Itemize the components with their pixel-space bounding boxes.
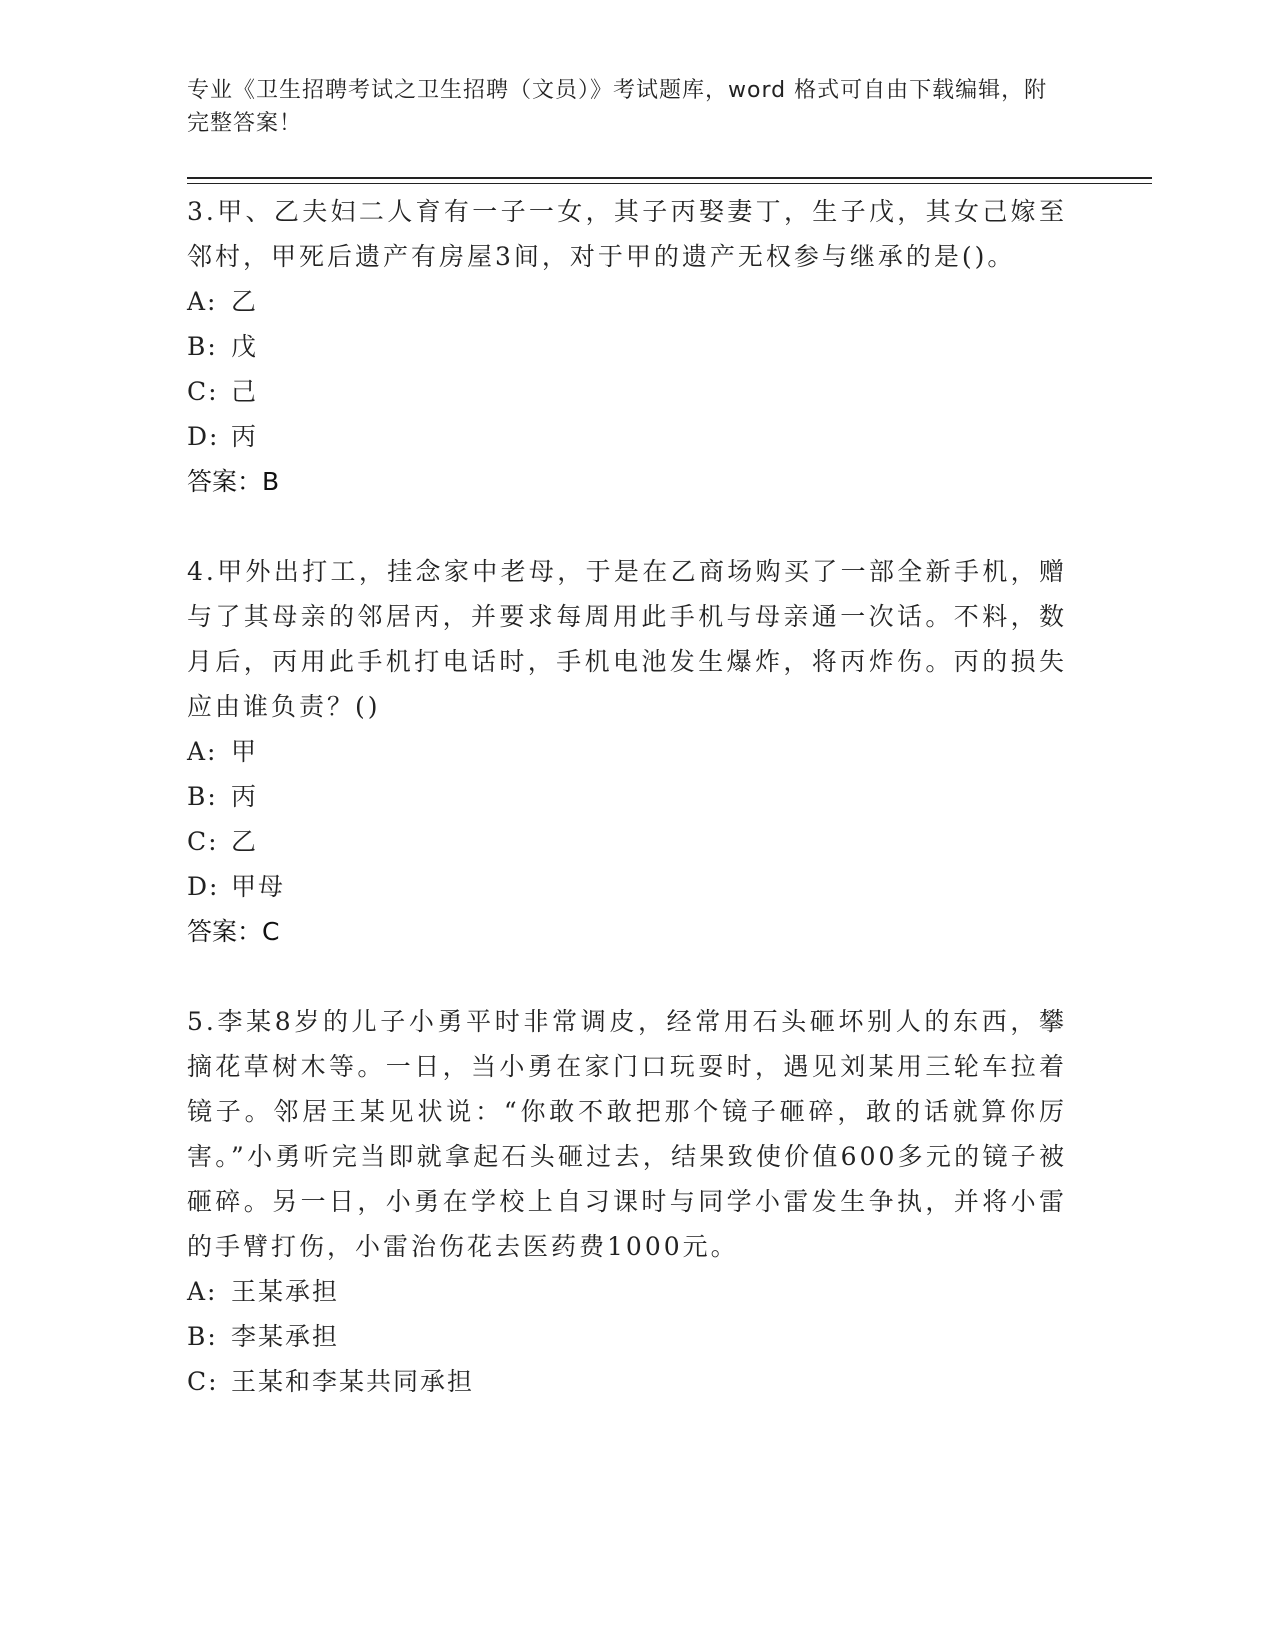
option-text: 王某和李某共同承担 <box>231 1367 475 1396</box>
option-text: 王某承担 <box>231 1277 340 1306</box>
question-list <box>187 189 1067 1449</box>
option-letter: A: <box>187 287 218 316</box>
option-b <box>187 774 1067 819</box>
option-d <box>187 864 1067 909</box>
option-text: 甲母 <box>231 872 286 901</box>
option-letter: C: <box>187 1367 219 1396</box>
option-text: 甲 <box>231 737 259 766</box>
header-divider-thin <box>187 183 1152 184</box>
option-text: 丙 <box>231 422 259 451</box>
header-divider-thick <box>187 177 1152 179</box>
option-text: 乙 <box>231 287 259 316</box>
option-letter: B: <box>187 332 218 361</box>
answer-label: 答案：C <box>187 917 280 946</box>
option-b <box>187 324 1067 369</box>
question-4 <box>187 549 1067 954</box>
option-text: 乙 <box>231 827 259 856</box>
option-text: 李某承担 <box>231 1322 340 1351</box>
option-letter: D: <box>187 422 220 451</box>
option-b <box>187 1314 1067 1359</box>
option-letter: C: <box>187 377 219 406</box>
option-text: 己 <box>231 377 259 406</box>
answer-label: 答案：B <box>187 467 280 496</box>
option-letter: B: <box>187 782 218 811</box>
option-c <box>187 819 1067 864</box>
option-letter: B: <box>187 1322 218 1351</box>
option-text: 戊 <box>231 332 259 361</box>
option-a <box>187 1269 1067 1314</box>
question-text: 5.李某8岁的儿子小勇平时非常调皮，经常用石头砸坏别人的东西，攀摘花草树木等。一日，当小勇在家门口玩耍时，遇见刘某用三轮车拉着镜子。邻居王某见状说：“你敢不敢把那个镜子砸碎，敢的话就算你厉害。”小勇听完当即就拿起石头砸过去，结果致使价值600多元的镜子被砸碎。另一日，小勇在学校上自习课时与同学小雷发生争执，并将小雷的手臂打伤，小雷治伤花去医药费1000元。 <box>187 1007 1067 1261</box>
option-text: 丙 <box>231 782 259 811</box>
document-header: 专业《卫生招聘考试之卫生招聘（文员）》考试题库，word 格式可自由下载编辑，附完整答案！ <box>187 78 1048 136</box>
question-3 <box>187 189 1067 504</box>
option-letter: D: <box>187 872 220 901</box>
option-c <box>187 369 1067 414</box>
option-letter: A: <box>187 737 218 766</box>
question-5 <box>187 999 1067 1404</box>
option-d <box>187 414 1067 459</box>
option-c <box>187 1359 1067 1404</box>
question-text: 3.甲、乙夫妇二人育有一子一女，其子丙娶妻丁，生子戊，其女己嫁至邻村，甲死后遗产有房屋3间，对于甲的遗产无权参与继承的是()。 <box>187 197 1067 271</box>
question-text: 4.甲外出打工，挂念家中老母，于是在乙商场购买了一部全新手机，赠与了其母亲的邻居丙，并要求每周用此手机与母亲通一次话。不料，数月后，丙用此手机打电话时，手机电池发生爆炸，将丙炸伤。丙的损失应由谁负责？() <box>187 557 1067 721</box>
option-letter: A: <box>187 1277 218 1306</box>
option-a <box>187 729 1067 774</box>
option-letter: C: <box>187 827 219 856</box>
option-a <box>187 279 1067 324</box>
